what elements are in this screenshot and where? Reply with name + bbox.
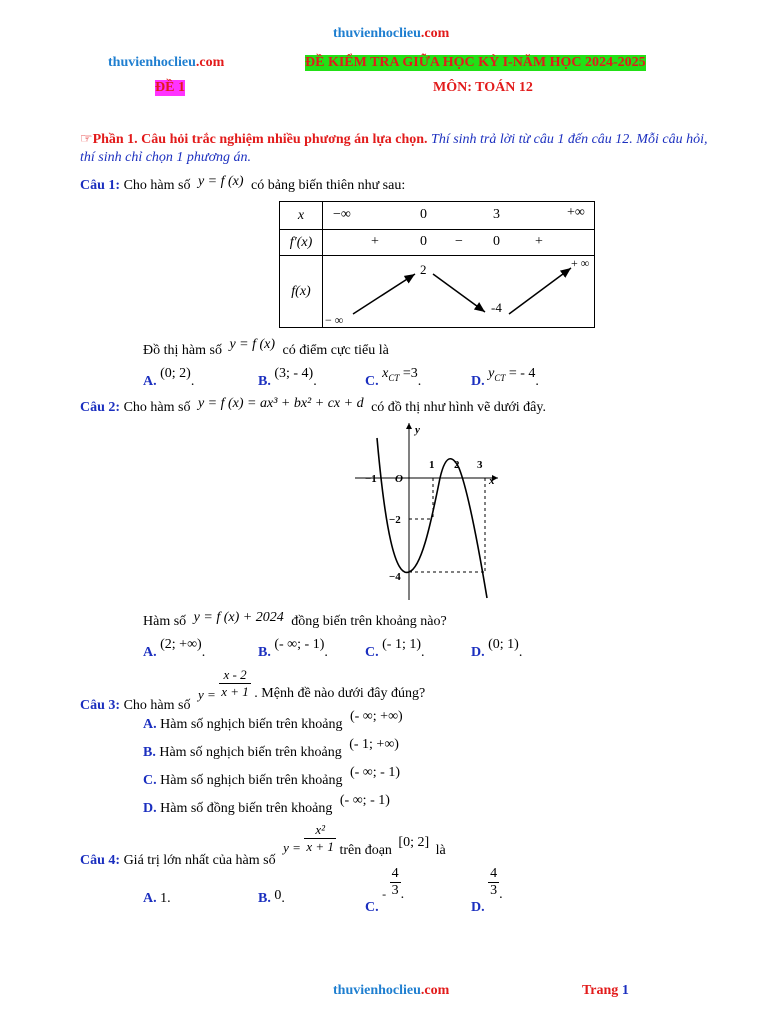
- q1-stem-a: Đồ thị hàm số: [143, 343, 222, 358]
- q3-fraction: [219, 667, 251, 700]
- q3-option-a-text: Hàm số nghịch biến trên khoảng: [160, 717, 343, 732]
- q3-option-c-interval: (- ∞; - 1): [349, 765, 401, 780]
- q2-option-a-end: .: [201, 645, 206, 660]
- q1-option-c[interactable]: [365, 366, 422, 389]
- subject: MÔN: TOÁN 12: [433, 80, 533, 95]
- q2-stem-b: đồng biến trên khoảng nào?: [291, 614, 447, 629]
- q1-option-a[interactable]: [143, 366, 195, 389]
- site-top-domain: .com: [420, 26, 450, 41]
- q2-stem: [143, 610, 447, 630]
- q4-line: [80, 822, 446, 868]
- q4-option-d-letter: D.: [471, 899, 485, 915]
- q1-option-b-letter: B.: [258, 374, 271, 389]
- q2-option-b-letter: B.: [258, 645, 271, 660]
- pointer-icon: ☞: [80, 132, 93, 147]
- q3-text-b: . Mệnh đề nào dưới đây đúng?: [254, 685, 426, 701]
- exam-code: ĐỀ 1: [155, 80, 185, 95]
- q4-option-d[interactable]: [471, 866, 503, 915]
- q4-option-a-value: 1: [160, 891, 168, 906]
- q4-option-c-letter: C.: [365, 899, 379, 915]
- q2-option-c-letter: C.: [365, 645, 379, 660]
- graph-x-label: x: [489, 475, 495, 487]
- site-top-name: thuvienhoclieu: [333, 26, 421, 41]
- graph-origin: O: [395, 473, 403, 485]
- q4-option-b-value: 0: [274, 888, 282, 903]
- fp-sign-3: +: [535, 234, 543, 249]
- q3-func-num: x - 2: [219, 667, 251, 684]
- q4-option-c-num: 4: [391, 866, 399, 881]
- q1-option-b[interactable]: [258, 366, 317, 389]
- q1-option-d-value: y: [488, 366, 495, 381]
- fp-zero-1: 0: [420, 234, 427, 249]
- graph-tick-1: 1: [429, 459, 435, 471]
- graph-tick-neg1: −1: [365, 473, 377, 485]
- section-instruction-1: Thí sinh trả lời từ câu 1 đến câu 12. Mỗi câu hỏi,: [427, 132, 708, 147]
- q1-stem-func: y = f (x): [229, 337, 276, 352]
- graph-y-label: y: [415, 424, 420, 436]
- q3-option-b-interval: (- 1; +∞): [349, 737, 399, 752]
- q3-option-a-interval: (- ∞; +∞): [349, 709, 403, 724]
- q4-option-d-end: .: [499, 886, 503, 902]
- table-fp-label: f′(x): [280, 230, 323, 256]
- q2-option-b-value: (- ∞; - 1): [274, 637, 325, 652]
- q1-option-d-end: .: [535, 374, 539, 389]
- q2-option-d-value: (0; 1): [488, 637, 519, 652]
- q1-option-c-sub: CT: [388, 372, 400, 383]
- graph-tick-neg2: −2: [389, 514, 401, 526]
- q2-option-c-value: (- 1; 1): [382, 637, 422, 652]
- arrow-up-1: [353, 274, 415, 314]
- q3-option-c[interactable]: [143, 765, 401, 789]
- q2-option-c[interactable]: [365, 637, 425, 660]
- q4-func-lhs: y =: [283, 839, 301, 855]
- q1-option-b-value: (3; - 4): [274, 366, 314, 381]
- q4-text-a: Giá trị lớn nhất của hàm số: [123, 852, 276, 868]
- section-title: Phần 1. Câu hỏi trắc nghiệm nhiều phương án lựa chọn.: [92, 132, 428, 147]
- graph-tick-neg4: −4: [389, 571, 401, 583]
- q1-option-c-value: x: [382, 366, 389, 381]
- footer-site-domain: .com: [420, 983, 450, 998]
- q4-option-c-den: 3: [391, 883, 399, 898]
- arrow-up-2: [509, 268, 571, 314]
- q4-option-b-letter: B.: [258, 891, 271, 906]
- q4-func-num: x²: [304, 822, 336, 839]
- q2-stem-func: y = f (x) + 2024: [193, 610, 284, 625]
- q3-option-d-interval: (- ∞; - 1): [339, 793, 390, 808]
- f-val-pos-inf: + ∞: [571, 256, 590, 270]
- q1-option-d[interactable]: [471, 366, 539, 389]
- exam-title: ĐỀ KIỂM TRA GIỮA HỌC KỲ I-NĂM HỌC 2024-2025: [305, 55, 646, 70]
- q3-label: Câu 3:: [80, 697, 121, 713]
- q3-option-d[interactable]: [143, 793, 390, 817]
- q1-stem-b: có điểm cực tiểu là: [282, 343, 389, 358]
- arrow-down: [433, 274, 485, 312]
- q1-option-a-end: .: [190, 374, 195, 389]
- q2-option-b-end: .: [324, 645, 328, 660]
- q1-option-b-end: .: [313, 374, 317, 389]
- q4-option-c-end: .: [400, 886, 405, 902]
- q3-option-b[interactable]: [143, 737, 399, 761]
- q2-line: [80, 396, 546, 416]
- q1-option-c-end: .: [417, 374, 422, 389]
- q4-option-a[interactable]: [143, 891, 171, 907]
- footer-page-num: 1: [621, 983, 629, 998]
- x-val-pos-inf: +∞: [567, 205, 585, 220]
- q4-option-d-num: 4: [490, 866, 498, 881]
- footer-site-name: thuvienhoclieu: [333, 983, 421, 998]
- fp-sign-1: +: [371, 234, 379, 249]
- q1-func: y = f (x): [197, 174, 244, 189]
- q4-option-b-end: .: [281, 891, 285, 906]
- site-left-name: thuvienhoclieu: [108, 55, 196, 70]
- q3-line: [80, 667, 426, 713]
- q2-option-d-letter: D.: [471, 645, 485, 660]
- q4-option-c-frac: [390, 866, 401, 899]
- q2-option-a[interactable]: [143, 637, 206, 660]
- q4-func-den: x + 1: [306, 839, 334, 854]
- fp-zero-2: 0: [493, 234, 500, 249]
- q1-text-b: có bảng biến thiên như sau:: [251, 178, 406, 193]
- q2-option-a-value: (2; +∞): [160, 637, 202, 652]
- q1-option-a-value: (0; 2): [160, 366, 191, 381]
- q4-fraction: [304, 822, 336, 855]
- q1-option-c-rest: =3: [399, 366, 418, 381]
- q2-func: y = f (x) = ax³ + bx² + cx + d: [197, 396, 364, 411]
- site-top[interactable]: [333, 26, 449, 42]
- q3-option-a-letter: A.: [143, 717, 157, 732]
- q1-option-d-letter: D.: [471, 374, 485, 389]
- fp-sign-2: −: [455, 234, 463, 249]
- f-val-neg4: -4: [491, 300, 502, 315]
- section-intro: [80, 131, 707, 148]
- q2-text-b: có đồ thị như hình vẽ dưới đây.: [371, 400, 546, 415]
- q1-option-a-letter: A.: [143, 374, 157, 389]
- section-instruction-2: thí sinh chỉ chọn 1 phương án.: [80, 150, 252, 165]
- site-left[interactable]: [108, 55, 224, 71]
- x-val-neg-inf: −∞: [333, 207, 351, 222]
- q4-option-d-den: 3: [490, 883, 498, 898]
- f-val-neg-inf: − ∞: [325, 313, 344, 327]
- q4-option-a-end: .: [167, 891, 171, 906]
- table-x-row: [323, 202, 595, 230]
- variation-table: [279, 201, 595, 328]
- q2-option-d[interactable]: [471, 637, 523, 660]
- q3-func-den: x + 1: [221, 684, 249, 699]
- q2-option-a-letter: A.: [143, 645, 157, 660]
- x-val-3: 3: [493, 207, 500, 222]
- table-f-label: f(x): [280, 256, 323, 328]
- q3-option-b-letter: B.: [143, 745, 156, 760]
- table-f-row: [323, 256, 595, 328]
- q4-option-a-letter: A.: [143, 891, 157, 906]
- q2-text-a: Cho hàm số: [123, 400, 191, 415]
- q3-option-c-letter: C.: [143, 773, 157, 788]
- q4-text-c: là: [435, 842, 446, 858]
- q4-option-c[interactable]: [365, 866, 405, 915]
- q2-option-d-end: .: [518, 645, 523, 660]
- table-x-label: x: [280, 202, 323, 230]
- footer-site[interactable]: [333, 983, 449, 999]
- x-val-0: 0: [420, 207, 427, 222]
- q2-option-c-end: .: [421, 645, 425, 660]
- q1-label: Câu 1:: [80, 178, 121, 193]
- footer-page: [582, 983, 629, 999]
- table-fp-row: [323, 230, 595, 256]
- q3-text-a: Cho hàm số: [123, 697, 191, 713]
- q4-option-c-sign: -: [382, 886, 387, 901]
- q3-option-b-text: Hàm số nghịch biến trên khoảng: [159, 745, 342, 760]
- q1-stem: [143, 337, 389, 359]
- q2-option-b[interactable]: [258, 637, 328, 660]
- q3-option-d-text: Hàm số đồng biến trên khoảng: [160, 801, 333, 816]
- q4-text-b: trên đoạn: [339, 842, 392, 858]
- table-arrows: [323, 256, 595, 328]
- footer-page-word: Trang: [582, 983, 619, 998]
- q2-stem-a: Hàm số: [143, 614, 187, 629]
- q3-option-d-letter: D.: [143, 801, 157, 816]
- graph-tick-2: 2: [454, 459, 460, 471]
- cubic-graph: [355, 418, 505, 603]
- f-val-2: 2: [420, 262, 427, 277]
- q3-option-c-text: Hàm số nghịch biến trên khoảng: [160, 773, 343, 788]
- site-left-domain: .com: [195, 55, 225, 70]
- q1-option-d-sub: CT: [494, 372, 506, 383]
- q1-option-c-letter: C.: [365, 374, 379, 389]
- q3-func-lhs: y =: [197, 686, 216, 702]
- q4-option-d-frac: [488, 866, 499, 899]
- q1-line: [80, 174, 406, 194]
- q3-option-a[interactable]: [143, 709, 403, 733]
- q4-option-b[interactable]: [258, 888, 285, 907]
- q1-option-d-rest: = - 4: [505, 366, 536, 381]
- q2-label: Câu 2:: [80, 400, 121, 415]
- q1-text-a: Cho hàm số: [123, 178, 191, 193]
- q4-interval: [0; 2]: [398, 834, 430, 850]
- graph-tick-3: 3: [477, 459, 483, 471]
- q4-label: Câu 4:: [80, 852, 121, 868]
